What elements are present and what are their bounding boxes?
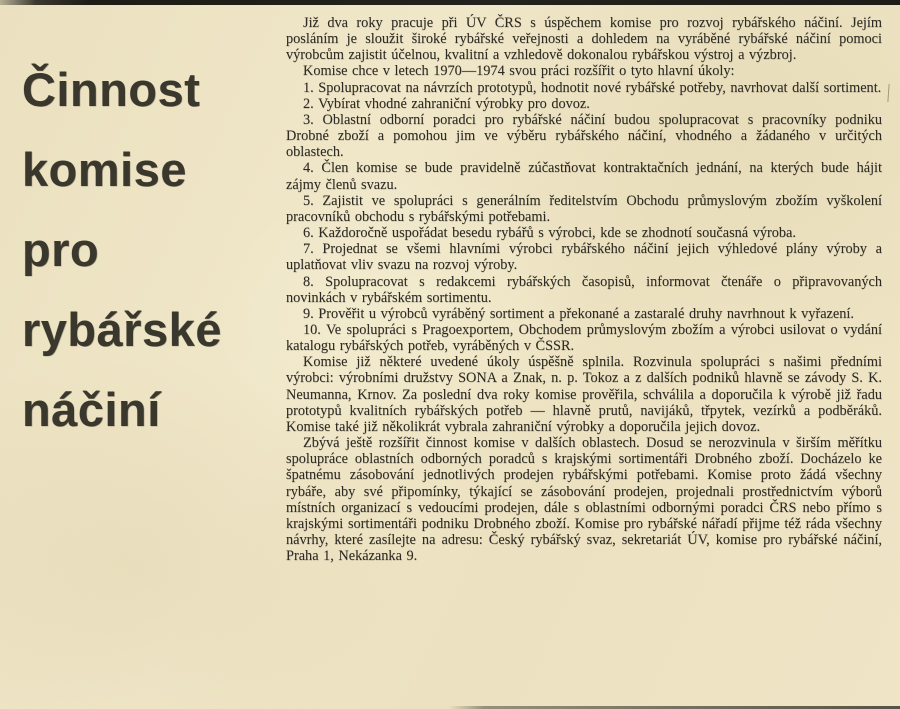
paragraph-task-7: 7. Projednat se všemi hlavními výrobci rybářského náčiní jejich výhledové plány výroby a uplatňovat vliv svazu na rozvoj výroby. [286,241,882,274]
paragraph-task-1: 1. Spolupracovat na návrzích prototypů, hodnotit nové rybářské potřeby, navrhovat další sortiment. [303,79,882,96]
paragraph-plan: Komise chce v letech 1970—1974 svou práci rozšířit o tyto hlavní úkoly: [303,63,735,80]
headline-line: pro [22,223,100,276]
paragraph-task-10: 10. Ve spolupráci s Pragoexportem, Obchodem průmyslovým zbožím a výrobci usilovat o vydání katalogu rybářských potřeb, vyráběných v ČSSR. [286,321,882,355]
headline-line: rybářské [22,303,222,356]
paragraph-results: Komise již některé uvedené úkoly úspěšně splnila. Rozvinula spolupráci s našimi předními výrobci: výrobními družstvy SONA a Znak, n. p. Tokoz a z dalších podniků hlavně se závody S. K. Neumanna, Krnov. Za poslední dva roky komise prověřila, schválila a doporučila k výrobě již řadu prototypů kvalitních rybářských potřeb — hlavně prutů, navijáků, třpytek, vezírků a podběráků. Komise také již několikrát vybrala zahraniční výrobky a doporučila jejich dovoz. [286,354,882,435]
paragraph-task-5: 5. Zajistit ve spolupráci s generálním ředitelstvím Obchodu průmyslovým zbožím vyškolení pracovníků obchodu s rybářskými potřebami. [286,192,882,225]
article-body [286,15,882,564]
scan-scratch-mark [887,84,889,102]
article-headline [22,50,274,450]
paragraph-task-6: 6. Každoročně uspořádat besedu rybářů s výrobci, kde se zhodnotí současná výroba. [303,225,796,242]
paragraph-task-3: 3. Oblastní odborní poradci pro rybářské náčiní budou spolupracovat s pracovníky podniku Drobné zboží a pomohou jim ve výběru rybářského náčiní, vhodného a žádaného v určitých oblastech. [286,111,882,161]
paragraph-task-8: 8. Spolupracovat s redakcemi rybářských časopisů, informovat čtenáře o připravovaných novinkách v rybářském sortimentu. [286,273,882,306]
paragraph-outlook-address: Zbývá ještě rozšířit činnost komise v dalších oblastech. Dosud se nerozvinula v širším měřítku spolupráce oblastních odborných poradců s krajskými sortimentáři Drobného zboží. Docházelo ke špatnému zásobování jednotlivých prodejen rybářskými potřebami. Komise proto žádá všechny rybáře, aby své připomínky, týkající se zásobování prodejen, projednali prostřednictvím výborů místních organizací s vedoucími prodejen, dále s oblastními odbornými poradci ČRS nebo přímo s krajskými sortimentáři podniku Drobného zboží. Komise pro rybářské nářadí přijme též ráda všechny návrhy, které zasílejte na adresu: Český rybářský svaz, sekretariát ÚV, komise pro rybářské náčiní, Praha 1, Nekázanka 9. [286,435,882,565]
paragraph-task-4: 4. Člen komise se bude pravidelně zúčastňovat kontraktačních jednání, na kterých bude hájit zájmy členů svazu. [286,160,882,193]
paragraph-task-2: 2. Vybírat vhodné zahraniční výrobky pro dovoz. [303,95,590,112]
paragraph-task-9: 9. Prověřit u výrobců vyráběný sortiment a překonané a zastaralé druhy navrhnout k vyřazení. [303,305,854,322]
top-border-rule [0,0,900,5]
headline-line: komise [22,143,187,196]
headline-line: náčiní [22,383,161,436]
headline-line: Činnost [22,63,201,116]
paragraph-intro: Již dva roky pracuje při ÚV ČRS s úspěchem komise pro rozvoj rybářského náčiní. Jejím posláním je sloužit široké rybářské veřejnosti a dohledem na vyráběné rybářské náčiní pomoci výrobcům zajistit účelnou, kvalitní a vzhledově dokonalou rybářskou výstroj a výzbroj. [286,15,882,64]
